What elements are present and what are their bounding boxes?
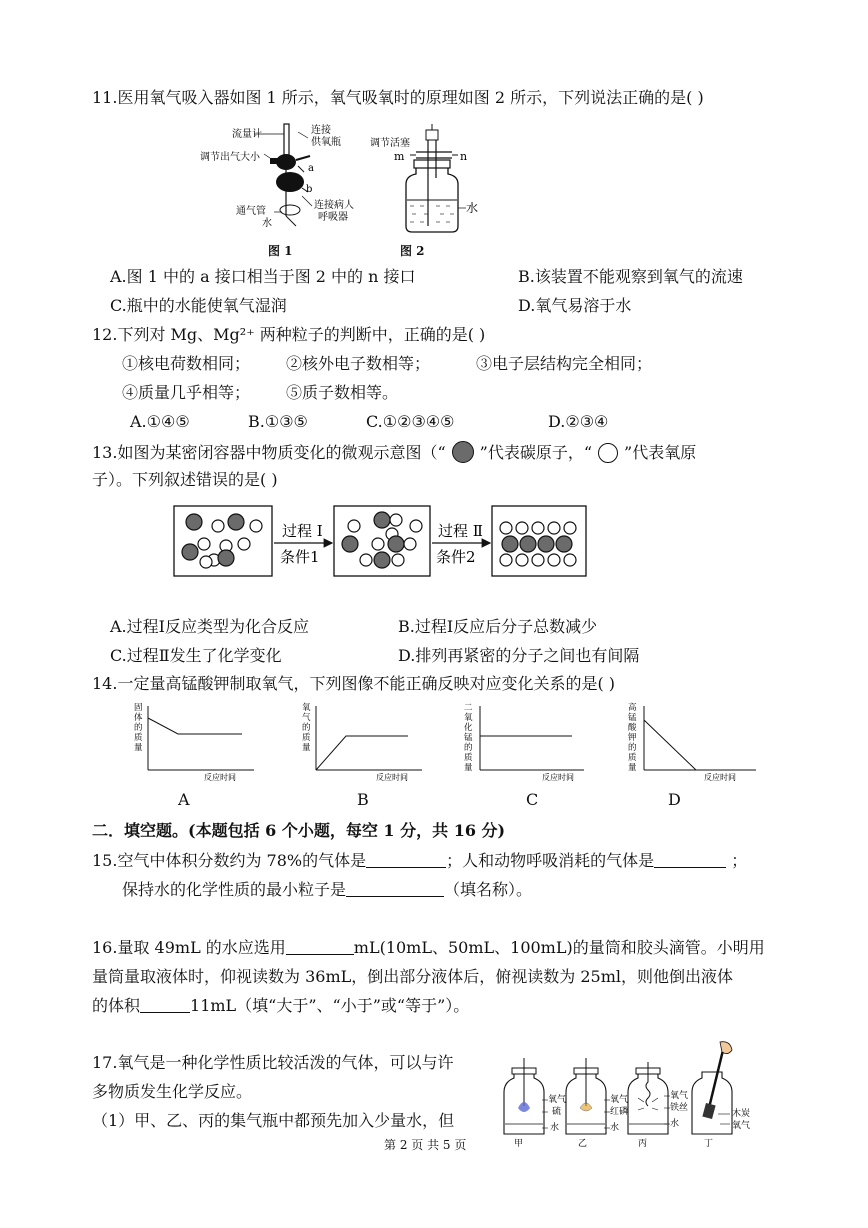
q16-line2: 量筒量取液体时，仰视读数为 36mL，倒出部分液体后，俯视读数为 25ml，则他倒出液体 [92,967,733,986]
bottle-ding-label-oxygen: 氧气 [732,1121,751,1131]
q13-micro-diagram [170,500,590,580]
q16-line3 [92,996,469,1016]
bottle-ding-caption: 丁 [704,1139,714,1149]
q13-condition1-label: 条件1 [280,548,320,566]
q15-line1 [92,851,747,871]
graph-d-ylabel: 高锰酸钾的质量 [628,703,637,773]
q11-option-c[interactable]: C.瓶中的水能使氧气湿润 [110,296,287,315]
q17-line3: （1）甲、乙、丙的集气瓶中都预先加入少量水，但 [92,1111,455,1130]
bottle-bing-label-water: 水 [670,1119,680,1129]
fig1-label-connect: 连接 [311,125,331,136]
fig1-caption: 图 1 [268,244,293,258]
bottle-yi-caption: 乙 [578,1139,588,1149]
q13-option-d[interactable]: D.排列再紧密的分子之间也有间隔 [398,646,640,665]
q11-option-a[interactable]: A.图 1 中的 a 接口相当于图 2 中的 n 接口 [110,267,416,286]
q11-option-b[interactable]: B.该装置不能观察到氧气的流速 [518,267,743,286]
q13-option-b[interactable]: B.过程Ⅰ反应后分子总数减少 [398,617,598,636]
graph-a-ylabel: 固体的质量 [134,703,143,753]
bottle-jia [504,1058,566,1149]
fig1-label-a: a [308,163,314,174]
q17-line2: 多物质发生化学反应。 [92,1082,253,1101]
q16-blank-1[interactable] [286,939,354,955]
q14-stem: 14.一定量高锰酸钾制取氧气，下列图像不能正确反映对应变化关系的是( ) [92,674,616,693]
q15-text-2: ；人和动物呼吸消耗的气体是 [446,851,655,870]
q13-process1-label: 过程 Ⅰ [282,522,323,540]
q15-text-3: ； [731,851,748,870]
bottle-yi [566,1058,628,1149]
fig1-label-adjust: 调节出气大小 [200,152,260,163]
q15-text-5: （填名称）。 [444,880,533,899]
fig1-label-oxygen-bottle: 供氧瓶 [311,137,341,148]
graph-a-xlabel: 反应时间 [204,773,236,782]
bottle-jia-label-sulfur: 硫 [552,1107,562,1117]
q16-text-4: 11mL（填“大于”、“小于”或“等于”）。 [190,996,470,1015]
bottle-jia-label-oxygen: 氧气 [548,1095,567,1105]
fig2-label-n: n [460,150,468,163]
bottle-bing [628,1062,688,1149]
bottle-yi-label-phosphorus: 红磷 [610,1107,629,1117]
q12-option-a[interactable]: A.①④⑤ [130,412,190,431]
q14-letter-a[interactable]: A [178,790,190,809]
q11-option-d[interactable]: D.氧气易溶于水 [518,296,632,315]
fig2-label-m: m [394,150,405,163]
q12-option-b[interactable]: B.①③⑤ [248,412,308,431]
q13-stem-part1: 13.如图为某密闭容器中物质变化的微观示意图（“ [92,443,446,462]
q14-graph-d [622,702,762,782]
fig1-label-water: 水 [262,218,272,229]
fig1-label-tube: 通气管 [236,206,266,217]
q13-stem-line1 [92,441,696,463]
q16-blank-2[interactable] [140,997,190,1013]
q14-letter-c[interactable]: C [526,790,539,809]
bottle-jia-caption: 甲 [514,1139,524,1149]
fig2-label-water: 水 [466,201,479,215]
q17-line1: 17.氧气是一种化学性质比较活泼的气体，可以与许 [92,1053,454,1072]
q16-line1 [92,938,765,958]
q17-bottles-figure [498,1042,770,1158]
q13-stem-part2: ”代表碳原子，“ [479,443,593,462]
bottle-bing-label-oxygen: 氧气 [670,1091,689,1101]
q12-item-4: ④质量几乎相等； [122,383,251,402]
fig2-caption: 图 2 [400,244,425,258]
q13-process2-label: 过程 Ⅱ [438,522,483,540]
q12-item-5: ⑤质子数相等。 [286,383,399,402]
q15-blank-3[interactable] [346,881,444,897]
graph-b-ylabel: 氧气的质量 [302,703,311,753]
fig1-label-flowmeter: 流量计 [232,129,262,140]
q15-blank-2[interactable] [654,852,726,868]
fig1-label-patient: 连接病人 [314,200,354,211]
graph-c-ylabel: 二氧化锰的质量 [464,703,473,773]
fig2-label-valve: 调节活塞 [370,138,410,149]
q13-condition2-label: 条件2 [436,548,476,566]
page-footer: 第 2 页 共 5 页 [384,1138,467,1152]
q15-line2 [122,880,532,900]
q12-item-2: ②核外电子数相等； [286,354,431,373]
q16-text-3: 的体积 [92,996,141,1015]
q15-text-1: 15.空气中体积分数约为 78%的气体是 [92,851,367,870]
bottle-bing-label-iron: 铁丝 [670,1103,689,1113]
fig1-label-respirator: 呼吸器 [318,212,348,223]
q13-option-a[interactable]: A.过程Ⅰ反应类型为化合反应 [110,617,309,636]
q15-text-4: 保持水的化学性质的最小粒子是 [122,880,347,899]
q11-figure-1 [198,120,368,240]
q14-letter-d[interactable]: D [668,790,681,809]
bottle-ding [692,1042,750,1149]
q13-stem-line2: 子）。下列叙述错误的是( ) [92,470,278,489]
q14-graph-c [458,702,588,782]
q12-stem: 12.下列对 Mg、Mg²⁺ 两种粒子的判断中，正确的是( ) [92,325,486,344]
q12-option-d[interactable]: D.②③④ [548,412,609,431]
q13-stem-part3: ”代表氧原 [624,443,697,462]
bottle-yi-label-oxygen: 氧气 [610,1095,629,1105]
fig1-label-b: b [306,184,313,195]
bottle-yi-label-water: 水 [610,1123,620,1133]
q16-text-1: 16.量取 49mL 的水应选用 [92,938,286,957]
q12-option-c[interactable]: C.①②③④⑤ [366,412,455,431]
q14-letter-b[interactable]: B [357,790,369,809]
q15-blank-1[interactable] [366,852,446,868]
graph-c-xlabel: 反应时间 [542,773,574,782]
q11-figure-2 [370,122,480,242]
section2-title: 二．填空题。(本题包括 6 个小题，每空 1 分，共 16 分) [92,821,506,840]
q14-graph-b [296,702,426,782]
oxygen-atom-icon [598,443,618,463]
bottle-ding-label-charcoal: 木炭 [732,1109,751,1119]
q12-item-3: ③电子层结构完全相同； [476,354,653,373]
carbon-atom-icon [452,441,474,463]
q16-text-2: mL(10mL、50mL、100mL)的量筒和胶头滴管。小明用 [353,938,765,957]
q13-option-c[interactable]: C.过程Ⅱ发生了化学变化 [110,646,282,665]
q12-item-1: ①核电荷数相同； [122,354,251,373]
bottle-jia-label-water: 水 [550,1123,560,1133]
graph-b-xlabel: 反应时间 [376,773,408,782]
q11-stem: 11.医用氧气吸入器如图 1 所示，氧气吸氧时的原理如图 2 所示，下列说法正确的是( ) [92,88,704,107]
q14-graph-a [128,702,258,782]
graph-d-xlabel: 反应时间 [704,773,736,782]
bottle-bing-caption: 丙 [638,1139,648,1149]
